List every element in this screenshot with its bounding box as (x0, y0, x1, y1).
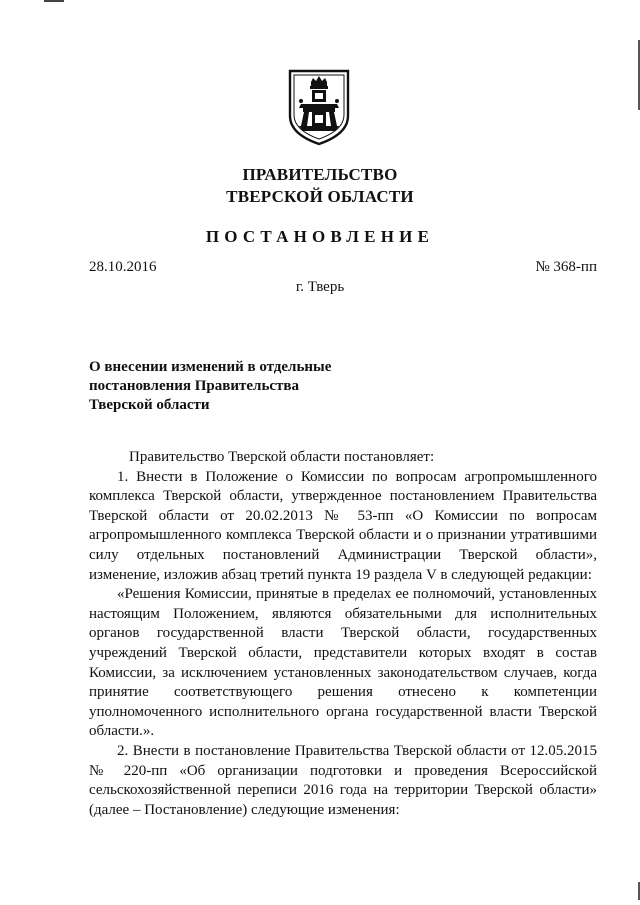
government-title-line-2: ТВЕРСКОЙ ОБЛАСТИ (226, 187, 414, 206)
subject-line: Тверской области (89, 397, 210, 413)
subject-line: О внесении изменений в отдельные (89, 359, 332, 375)
body-paragraph-1: 1. Внести в Положение о Комиссии по вопросам агропромышленного комплекса Тверской области, утвержденное постановлением Правительства Тверской области от 20.02.2013 № 53-пп «О Комиссии по вопросам агропромышленного комплекса Тверской области и о признании утратившими силу отдельных постановлений Администрации Тверской области», изменение, изложив абзац третий пункта 19 раздела V в следующей редакции: (89, 468, 597, 583)
document-type: ПОСТАНОВЛЕНИЕ (205, 227, 435, 246)
document-date: 28.10.2016 (89, 259, 157, 275)
document-body (89, 448, 597, 820)
coat-of-arms-emblem (287, 68, 351, 146)
document-city: г. Тверь (295, 279, 345, 295)
body-paragraph-3: 2. Внести в постановление Правительства Тверской области от 12.05.2015 № 220-пп «Об организации подготовки и проведения Всероссийской сельскохозяйственной переписи 2016 года на территории Тверской области» (далее – Постановление) следующие изменения: (89, 742, 597, 818)
document-subject (89, 358, 369, 415)
subject-line: постановления Правительства (89, 378, 299, 394)
government-title-line-1: ПРАВИТЕЛЬСТВО (242, 165, 398, 184)
scan-artifact (44, 0, 64, 2)
body-intro: Правительство Тверской области постановляет: (129, 449, 435, 465)
document-number: № 368-пп (535, 259, 597, 275)
body-paragraph-2: «Решения Комиссии, принятые в пределах ее полномочий, установленных настоящим Положением, являются обязательными для исполнительных органов государственной власти Тверской области, государственных учреждений Тверской области, представители которых входят в состав Комиссии, за исключением установленных законодательством случаев, когда принятие соответствующего решения отнесено к компетенции уполномоченного исполнительного органа государственной власти Тверской области.». (89, 586, 597, 740)
